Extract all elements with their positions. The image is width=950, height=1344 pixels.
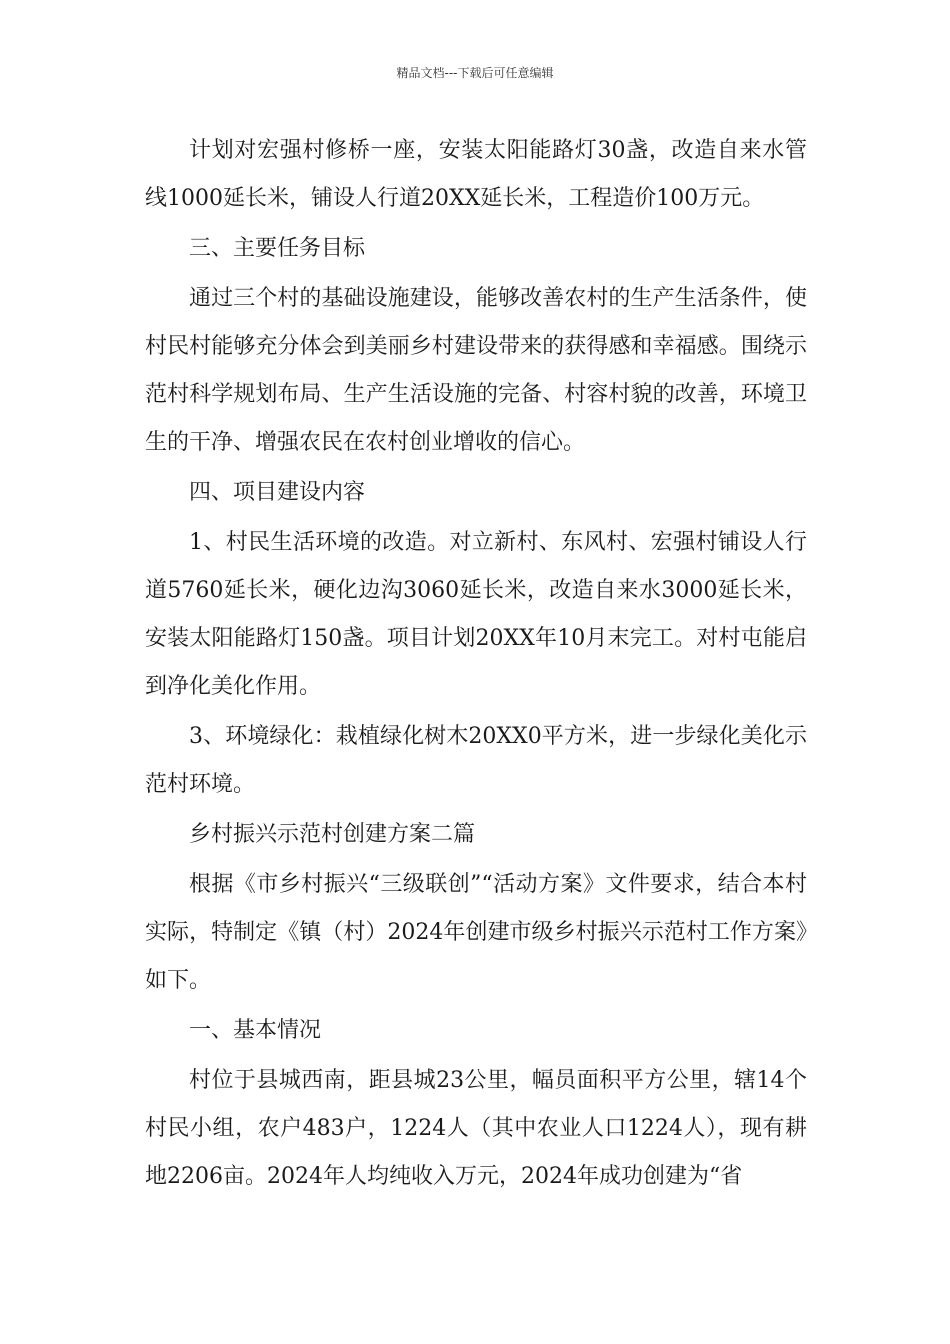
paragraph-village-overview: 村位于县城西南，距县城23公里，幅员面积平方公里，辖14个村民小组，农户483户，1224人（其中农业人口1224人），现有耕地2206亩。2024年人均纯收入万元，2024年成功创建为“省 <box>145 1068 807 1189</box>
paragraph-environment-renovation: 1、村民生活环境的改造。对立新村、东风村、宏强村铺设人行道5760延长米，硬化边沟3060延长米，改造自来水3000延长米，安装太阳能路灯150盏。项目计划20XX年10月末完工。对村屯能启到净化美化作用。 <box>145 530 807 699</box>
heading-plan-two: 乡村振兴示范村创建方案二篇 <box>189 822 476 847</box>
heading-main-goals: 三、主要任务目标 <box>189 236 366 261</box>
document-body <box>145 127 807 1203</box>
heading-basic-situation: 一、基本情况 <box>189 1018 322 1043</box>
paragraph-bridge-plan: 计划对宏强村修桥一座，安装太阳能路灯30盏，改造自来水管线1000延长米，铺设人行道20XX延长米，工程造价100万元。 <box>145 138 807 211</box>
paragraph-greening: 3、环境绿化：栽植绿化树木20XX0平方米，进一步绿化美化示范村环境。 <box>145 724 807 797</box>
paragraph-goals: 通过三个村的基础设施建设，能够改善农村的生产生活条件，使村民村能够充分体会到美丽乡村建设带来的获得感和幸福感。围绕示范村科学规划布局、生产生活设施的完备、村容村貌的改善，环境卫生的干净、增强农民在农村创业增收的信心。 <box>145 286 807 455</box>
page-header: 精品文档---下载后可任意编辑 <box>396 66 554 80</box>
paragraph-basis: 根据《市乡村振兴“三级联创”“活动方案》文件要求，结合本村实际，特制定《镇（村）2024年创建市级乡村振兴示范村工作方案》如下。 <box>145 872 807 993</box>
heading-construction-content: 四、项目建设内容 <box>189 480 366 505</box>
